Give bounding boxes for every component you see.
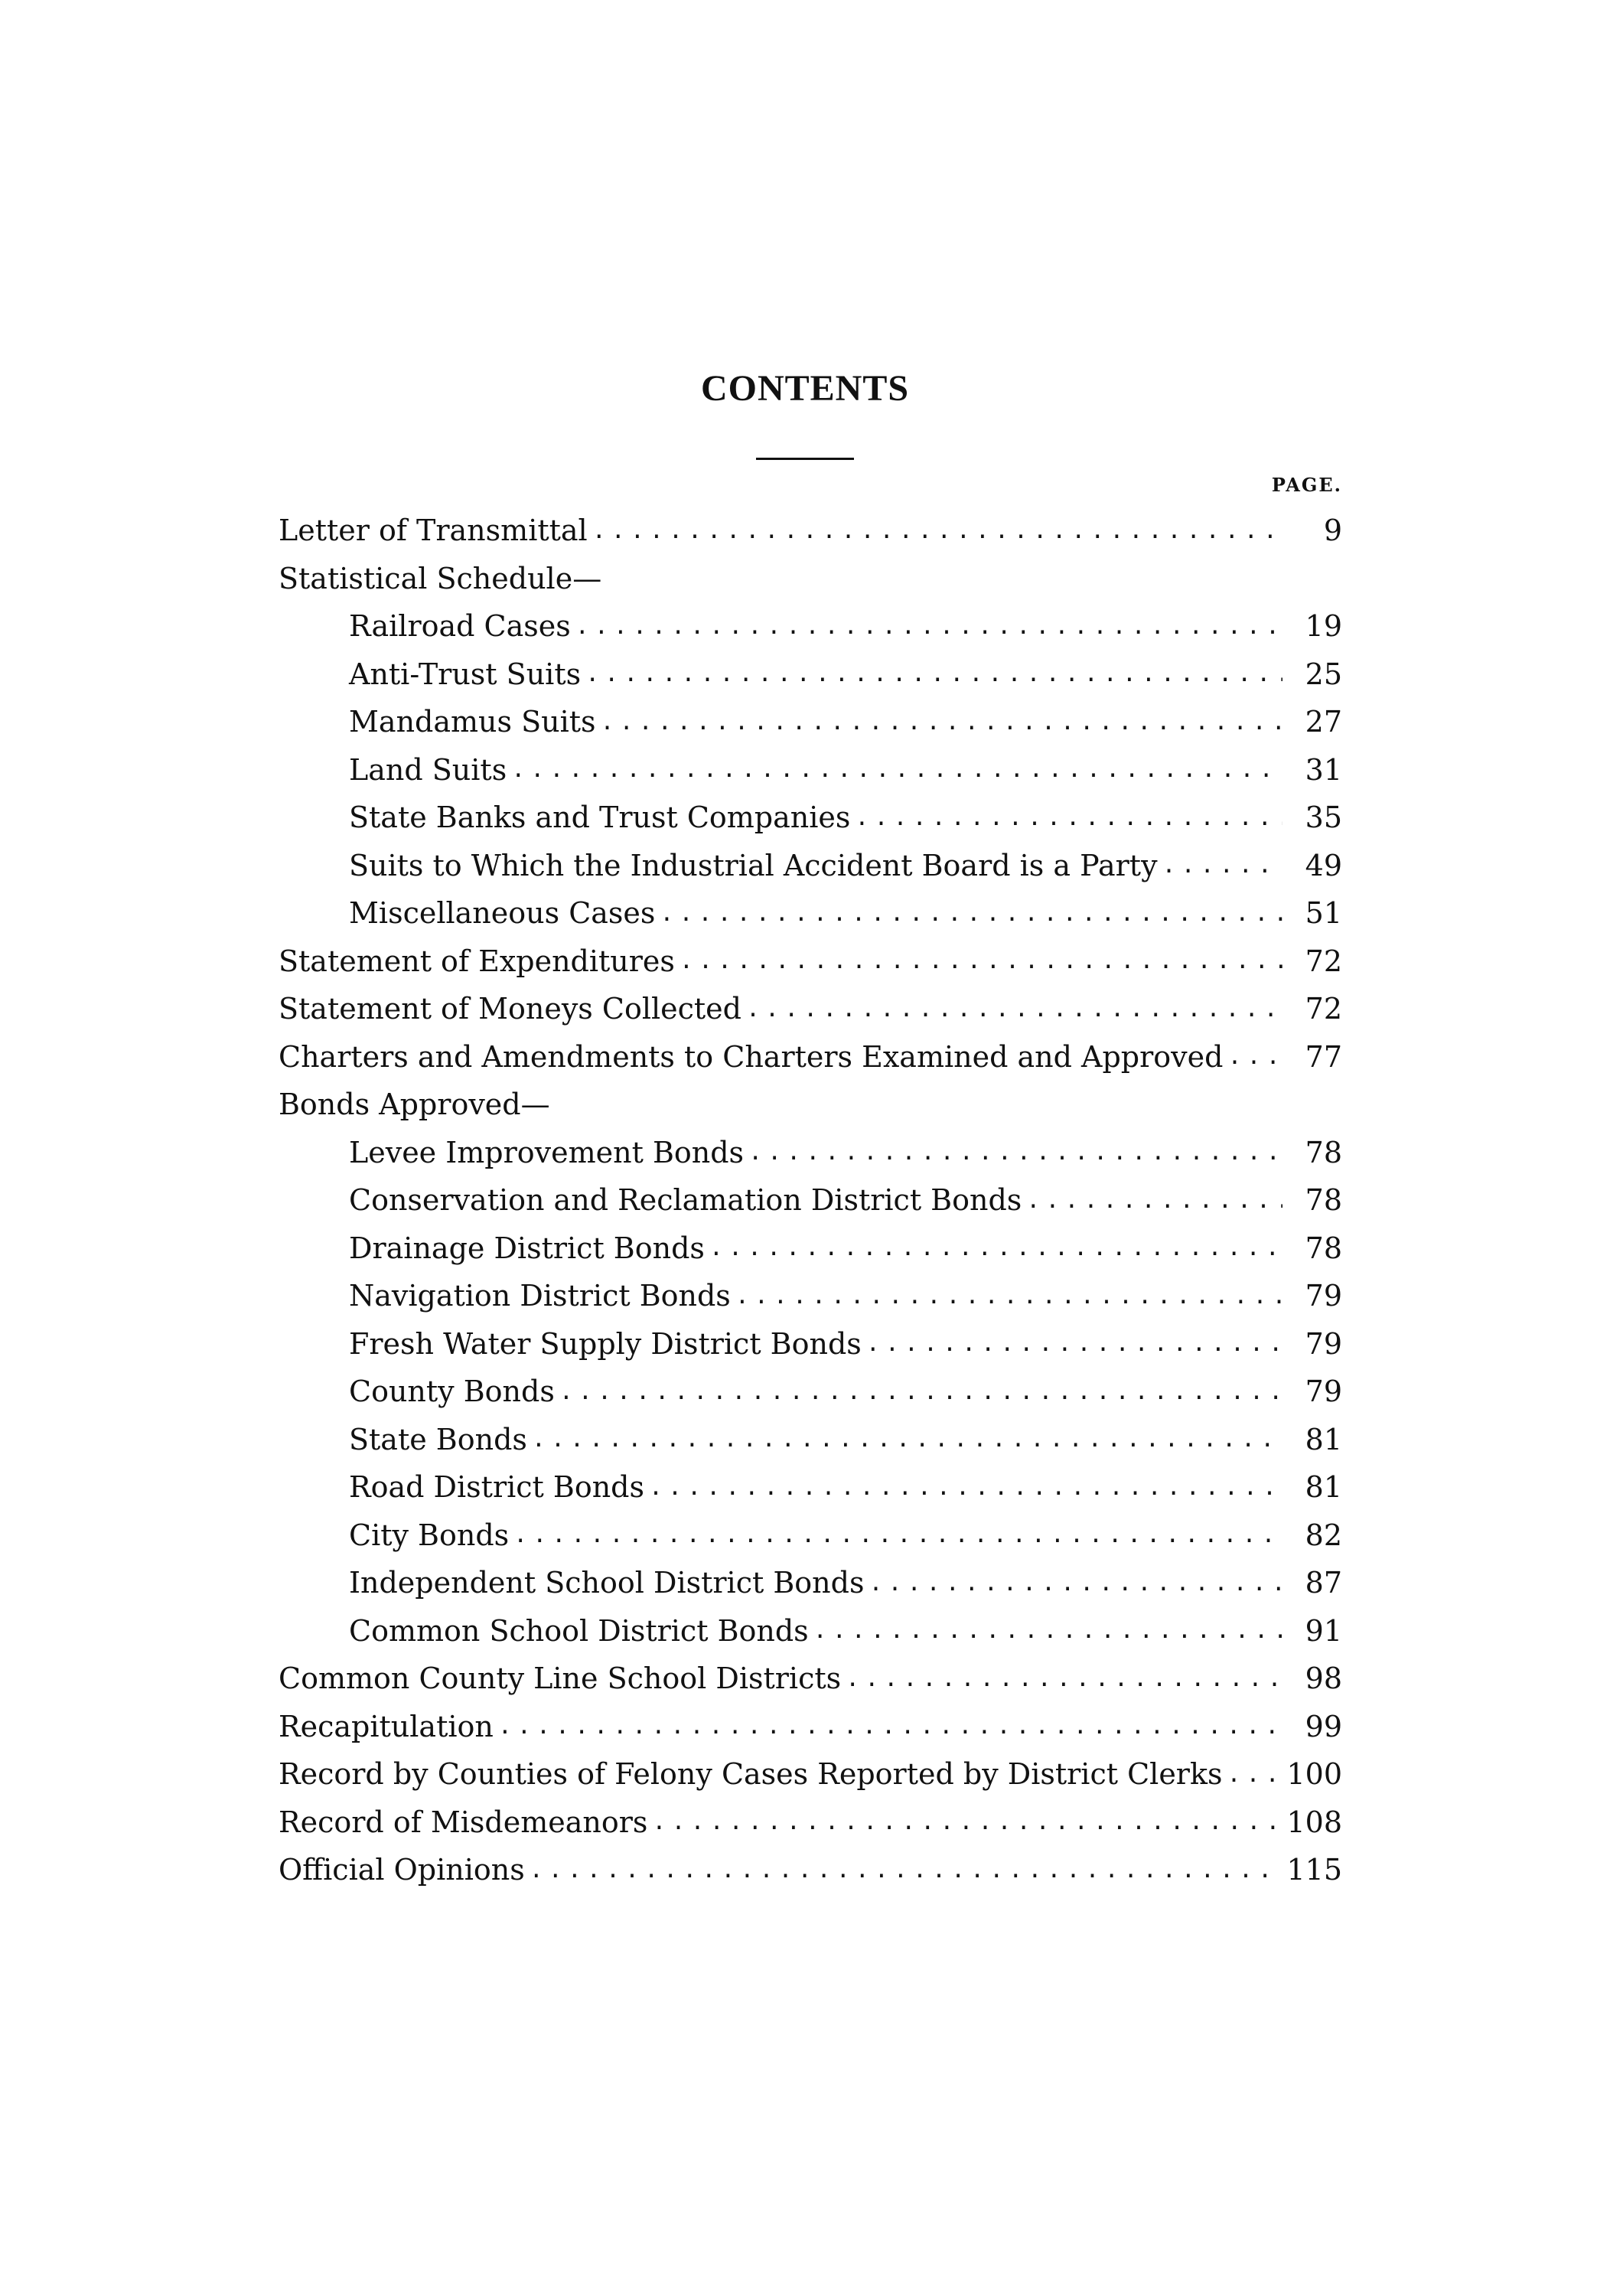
toc-entry: [279, 651, 1342, 699]
dot-leader: [1227, 1761, 1279, 1788]
toc-entry-label: Independent School District Bonds: [349, 1566, 865, 1600]
dot-leader: [846, 1665, 1282, 1692]
dot-leader: [748, 1139, 1282, 1166]
toc-entry-label: Record of Misdemeanors: [279, 1805, 648, 1839]
toc-entry: [279, 889, 1342, 938]
toc-entry-page: 81: [1305, 1422, 1342, 1456]
toc-entry-label: Anti-Trust Suits: [349, 657, 582, 691]
toc-entry-page: 78: [1305, 1183, 1342, 1218]
toc-entry-page: 25: [1305, 657, 1342, 691]
dot-leader: [813, 1617, 1282, 1644]
toc-entry-label: Miscellaneous Cases: [349, 896, 656, 931]
toc-entry: [279, 842, 1342, 890]
toc-entry: [279, 1176, 1342, 1225]
dot-leader: [680, 947, 1282, 974]
toc-entry-label: Conservation and Reclamation District Bonds: [349, 1183, 1022, 1218]
toc-entry-page: 72: [1305, 944, 1342, 978]
toc-entry-label: Road District Bonds: [349, 1470, 644, 1505]
dot-leader: [1227, 1043, 1282, 1070]
toc-entry-label: Land Suits: [349, 752, 507, 787]
toc-entry-page: 79: [1305, 1279, 1342, 1313]
toc-entry: [279, 746, 1342, 794]
toc-entry-page: 77: [1305, 1039, 1342, 1074]
dot-leader: [1026, 1187, 1282, 1214]
toc-entry-page: 91: [1305, 1613, 1342, 1648]
toc-entry-label: Statement of Moneys Collected: [279, 992, 741, 1026]
toc-entry: [279, 1368, 1342, 1416]
dot-leader: [709, 1234, 1282, 1261]
toc-entry-page: 82: [1305, 1518, 1342, 1552]
toc-entry: [279, 1559, 1342, 1607]
toc-entry-label: Drainage District Bonds: [349, 1231, 705, 1265]
toc-entry: [279, 1272, 1342, 1320]
dot-leader: [511, 756, 1282, 783]
toc-entry-page: 87: [1305, 1566, 1342, 1600]
toc-entry-page: 108: [1286, 1805, 1342, 1839]
toc-entry-page: 79: [1305, 1326, 1342, 1361]
toc-section-heading: [279, 555, 1342, 603]
dot-leader: [735, 1283, 1282, 1309]
toc-entry-label: Suits to Which the Industrial Accident Board is a Party: [349, 848, 1158, 882]
toc-entry-page: 78: [1305, 1231, 1342, 1265]
dot-leader: [1162, 852, 1282, 879]
toc-entry-page: 115: [1286, 1853, 1342, 1887]
dot-leader: [869, 1570, 1282, 1596]
toc-entry-page: 9: [1323, 514, 1342, 548]
toc-entry-page: 27: [1305, 705, 1342, 739]
toc-entry-page: 81: [1305, 1470, 1342, 1505]
toc-entry-label: State Banks and Trust Companies: [349, 801, 851, 835]
page-title: CONTENTS: [700, 368, 910, 409]
toc-entry-page: 78: [1305, 1135, 1342, 1169]
toc-entry-label: Record by Counties of Felony Cases Reported by District Clerks: [279, 1757, 1223, 1792]
toc-entry-page: 98: [1305, 1662, 1342, 1696]
toc-entry-page: 79: [1305, 1375, 1342, 1409]
toc-entry: [279, 1463, 1342, 1512]
dot-leader: [649, 1474, 1282, 1501]
toc-entry: [279, 1846, 1342, 1894]
dot-leader: [585, 660, 1282, 687]
toc-entry-label: Fresh Water Supply District Bonds: [349, 1326, 862, 1361]
toc-entry: [279, 938, 1342, 986]
toc-entry-label: Common School District Bonds: [349, 1613, 809, 1648]
toc-entry-page: 49: [1305, 848, 1342, 882]
toc-entry: [279, 1607, 1342, 1655]
toc-entry: [279, 1655, 1342, 1703]
toc-entry: [279, 1416, 1342, 1464]
dot-leader: [592, 517, 1282, 544]
dot-leader: [652, 1808, 1279, 1835]
toc-entry-label: Recapitulation: [279, 1709, 494, 1743]
table-of-contents: [279, 507, 1342, 1894]
toc-entry-page: 19: [1305, 609, 1342, 644]
toc-entry: [279, 1750, 1342, 1799]
toc-entry-label: County Bonds: [349, 1375, 555, 1409]
toc-entry: [279, 1703, 1342, 1751]
toc-entry-label: State Bonds: [349, 1422, 527, 1456]
toc-entry: [279, 698, 1342, 746]
toc-entry: [279, 1512, 1342, 1560]
toc-entry-label: Official Opinions: [279, 1853, 525, 1887]
toc-entry-label: Railroad Cases: [349, 609, 571, 644]
toc-entry-label: Statement of Expenditures: [279, 944, 675, 978]
toc-entry: [279, 1033, 1342, 1081]
toc-entry-label: Navigation District Bonds: [349, 1279, 731, 1313]
toc-entry-label: Common County Line School Districts: [279, 1662, 842, 1696]
toc-entry-page: 99: [1305, 1709, 1342, 1743]
toc-entry-label: City Bonds: [349, 1518, 510, 1552]
toc-entry: [279, 602, 1342, 651]
dot-leader: [559, 1378, 1282, 1405]
toc-entry: [279, 1320, 1342, 1368]
dot-leader: [498, 1713, 1282, 1740]
toc-entry-page: 31: [1305, 752, 1342, 787]
toc-entry-page: 35: [1305, 801, 1342, 835]
dot-leader: [575, 613, 1282, 640]
toc-entry-label: Mandamus Suits: [349, 705, 596, 739]
toc-entry-label: Charters and Amendments to Charters Examined and Approved: [279, 1039, 1224, 1074]
toc-section-heading: [279, 1081, 1342, 1129]
toc-entry: [279, 985, 1342, 1033]
toc-entry: [279, 1129, 1342, 1177]
page-column-header: PAGE.: [1271, 474, 1342, 496]
dot-leader: [513, 1521, 1282, 1548]
toc-entry-label: Statistical Schedule—: [279, 561, 602, 595]
toc-entry: [279, 794, 1342, 842]
toc-entry-label: Levee Improvement Bonds: [349, 1135, 745, 1169]
dot-leader: [866, 1330, 1282, 1357]
toc-entry-page: 72: [1305, 992, 1342, 1026]
title-divider: [756, 458, 854, 460]
toc-entry: [279, 1225, 1342, 1273]
toc-entry-page: 51: [1305, 896, 1342, 931]
dot-leader: [660, 900, 1282, 927]
dot-leader: [532, 1426, 1282, 1453]
dot-leader: [530, 1857, 1279, 1883]
toc-entry-page: 100: [1286, 1757, 1342, 1792]
dot-leader: [746, 996, 1282, 1022]
toc-entry-label: Bonds Approved—: [279, 1088, 550, 1122]
dot-leader: [855, 804, 1282, 831]
dot-leader: [601, 709, 1282, 735]
toc-entry-label: Letter of Transmittal: [279, 514, 588, 548]
toc-entry: [279, 1799, 1342, 1847]
toc-entry: [279, 507, 1342, 555]
